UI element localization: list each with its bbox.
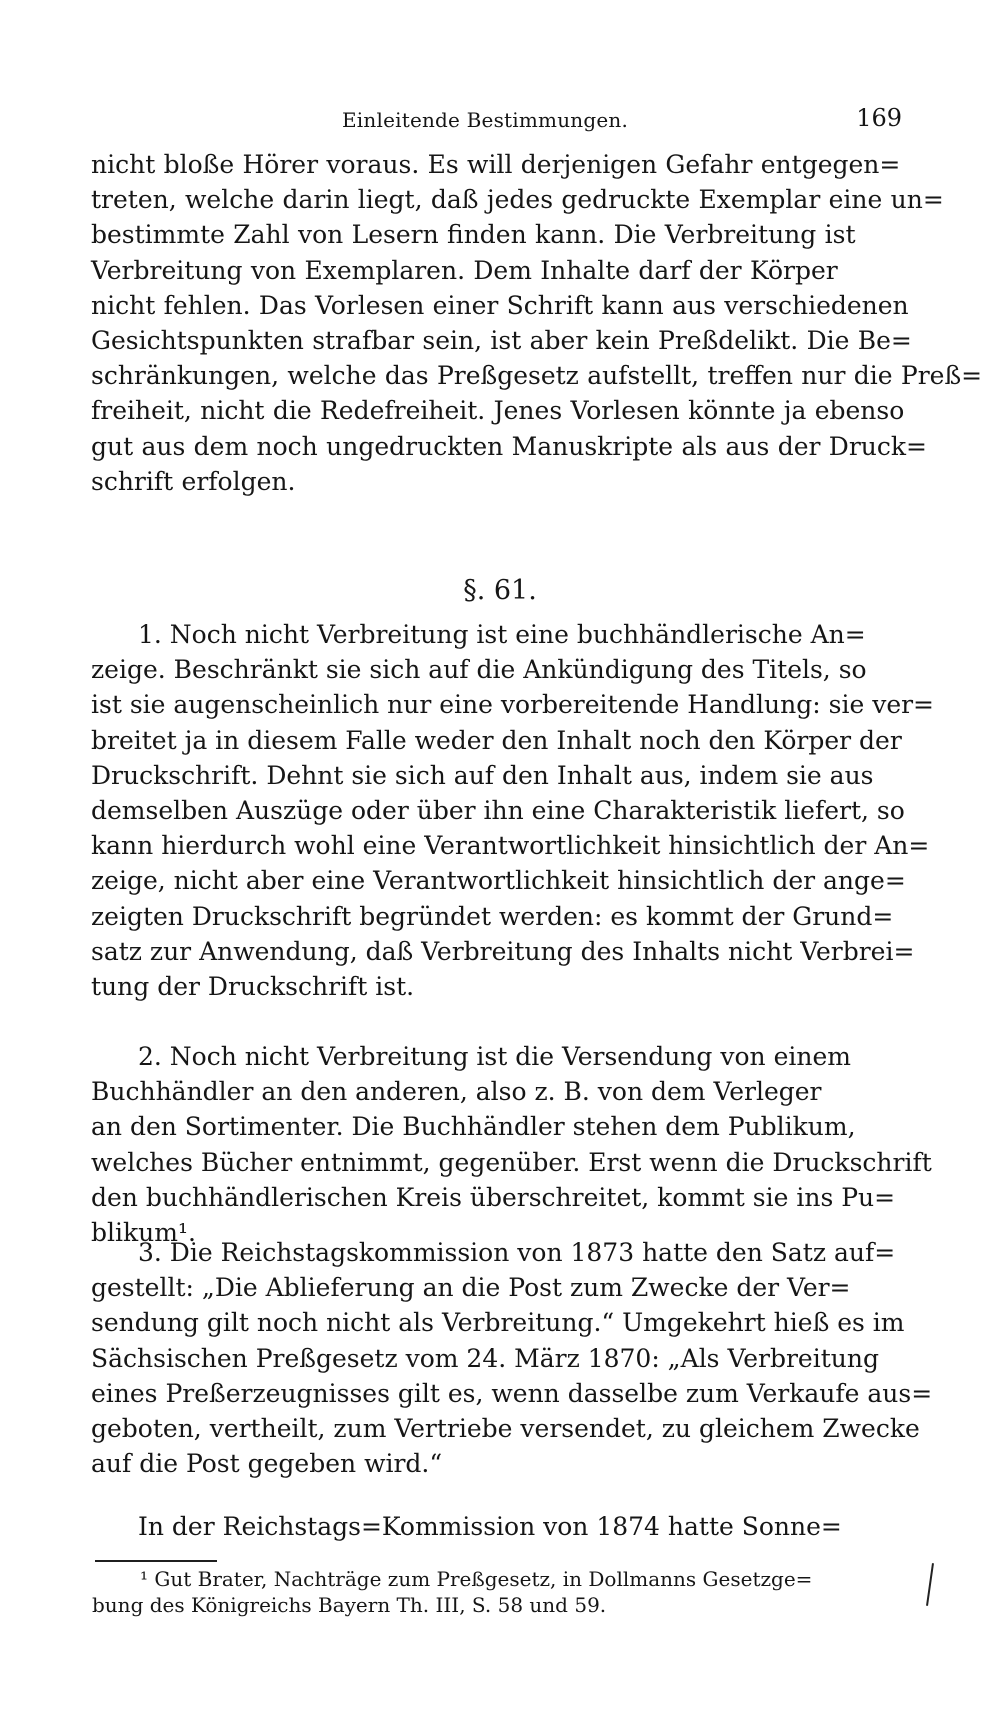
text-line: geboten, vertheilt, zum Vertriebe versendet, zu gleichem Zwecke: [91, 1414, 920, 1444]
text-line: satz zur Anwendung, daß Verbreitung des Inhalts nicht Verbrei=: [91, 936, 915, 966]
text-line: Druckschrift. Dehnt sie sich auf den Inhalt aus, indem sie aus: [91, 760, 874, 790]
text-line: demselben Auszüge oder über ihn eine Charakteristik liefert, so: [91, 796, 905, 826]
text-line: Verbreitung von Exemplaren. Dem Inhalte darf der Körper: [91, 255, 838, 285]
text-line: tung der Druckschrift ist.: [91, 972, 415, 1002]
text-line: 1. Noch nicht Verbreitung ist eine buchhändlerische An=: [138, 620, 866, 649]
text-line: treten, welche darin liegt, daß jedes gedruckte Exemplar eine un=: [91, 185, 944, 215]
page-number: 169: [856, 104, 902, 132]
text-line: 3. Die Reichstagskommission von 1873 hatte den Satz auf=: [138, 1238, 896, 1267]
text-line: 2. Noch nicht Verbreitung ist die Versendung von einem: [138, 1042, 851, 1071]
text-line: nicht bloße Hörer voraus. Es will derjenigen Gefahr entgegen=: [91, 150, 901, 179]
paragraph-four: [91, 1509, 910, 1544]
paragraph-two: [91, 1039, 932, 1250]
footnote-divider: [95, 1560, 217, 1562]
text-line: an den Sortimenter. Die Buchhändler stehen dem Publikum,: [91, 1112, 856, 1142]
text-line: In der Reichstags=Kommission von 1874 hatte Sonne=: [138, 1512, 842, 1541]
text-line: zeige, nicht aber eine Verantwortlichkeit hinsichtlich der ange=: [91, 866, 906, 896]
text-line: schränkungen, welche das Preßgesetz aufstellt, treffen nur die Preß=: [91, 361, 983, 391]
text-line: welches Bücher entnimmt, gegenüber. Erst wenn die Druckschrift: [91, 1147, 932, 1177]
text-line: Gesichtspunkten strafbar sein, ist aber kein Preßdelikt. Die Be=: [91, 326, 912, 356]
footnote-line: bung des Königreichs Bayern Th. III, S. 58 und 59.: [92, 1593, 607, 1617]
text-line: breitet ja in diesem Falle weder den Inhalt noch den Körper der: [91, 725, 902, 755]
opening-paragraph: [91, 147, 983, 499]
text-line: den buchhändlerischen Kreis überschreitet, kommt sie ins Pu=: [91, 1182, 896, 1212]
footnote: [92, 1566, 900, 1618]
text-line: sendung gilt noch nicht als Verbreitung.“ Umgekehrt hieß es im: [91, 1308, 905, 1338]
text-line: blikum¹.: [91, 1218, 196, 1248]
paragraph-one: [91, 617, 935, 1004]
text-line: gut aus dem noch ungedruckten Manuskripte als aus der Druck=: [91, 431, 927, 461]
text-line: auf die Post gegeben wird.“: [91, 1449, 443, 1479]
footnote-line: ¹ Gut Brater, Nachträge zum Preßgesetz, in Dollmanns Gesetzge=: [140, 1567, 813, 1591]
paragraph-three: [91, 1235, 933, 1481]
text-line: kann hierdurch wohl eine Verantwortlichkeit hinsichtlich der An=: [91, 831, 930, 861]
text-line: eines Preßerzeugnisses gilt es, wenn dasselbe zum Verkaufe aus=: [91, 1378, 933, 1408]
text-line: freiheit, nicht die Redefreiheit. Jenes Vorlesen könnte ja ebenso: [91, 396, 905, 426]
text-line: zeige. Beschränkt sie sich auf die Ankündigung des Titels, so: [91, 655, 867, 685]
text-line: schrift erfolgen.: [91, 466, 296, 496]
text-line: Buchhändler an den anderen, also z. B. von dem Verleger: [91, 1077, 822, 1107]
margin-mark: [926, 1563, 934, 1606]
section-heading: §. 61.: [463, 575, 537, 606]
text-line: gestellt: „Die Ablieferung an die Post zum Zwecke der Ver=: [91, 1273, 851, 1303]
text-line: zeigten Druckschrift begründet werden: es kommt der Grund=: [91, 901, 894, 931]
text-line: bestimmte Zahl von Lesern finden kann. Die Verbreitung ist: [91, 220, 856, 250]
running-header: Einleitende Bestimmungen.: [342, 108, 629, 132]
text-line: Sächsischen Preßgesetz vom 24. März 1870: „Als Verbreitung: [91, 1343, 879, 1373]
text-line: nicht fehlen. Das Vorlesen einer Schrift kann aus verschiedenen: [91, 290, 909, 320]
text-line: ist sie augenscheinlich nur eine vorbereitende Handlung: sie ver=: [91, 690, 935, 720]
